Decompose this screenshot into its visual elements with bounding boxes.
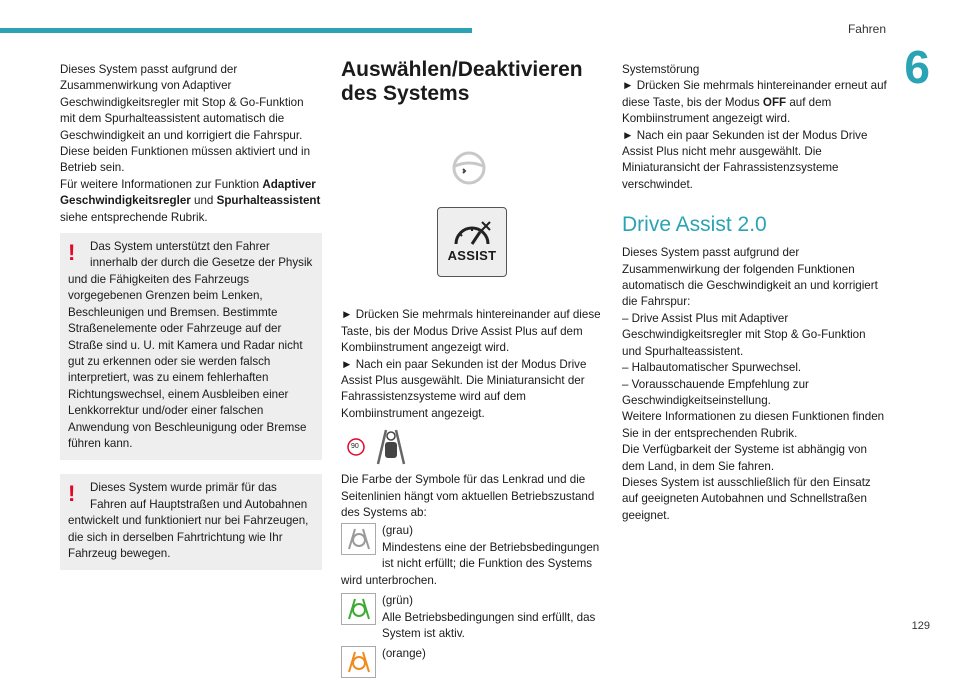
warning-icon: ! bbox=[68, 240, 76, 266]
fault-step-1a: ► Drücken Sie mehrmals hintereinander erneut auf diese Taste, bis der Modus bbox=[622, 79, 887, 109]
speed-limit-value: 90 bbox=[351, 443, 359, 451]
green-wheel-icon bbox=[341, 593, 376, 625]
state-text: Mindestens eine der Betriebsbedingungen ist nicht erfüllt; die Funktion des Systems wird unterbrochen. bbox=[341, 540, 600, 587]
warning-text: und die Fähigkeiten des Fahrzeugs vorgegebenen Grenzen beim Lenken, Beschleunigen und Bremsen. Bestimmte Straßenelemente oder Fahrzeuge auf der Straße sind u. U. mit Kamera und Radar nicht gut zu erkennen oder sie werden falsch interpretiert, was zu einem fehlerhaften Richtungswechsel, einem Ausbleiben einer Lenkkorrektur und/oder einer falschen Anwendung von Beschleunigung oder Bremse führen kann. bbox=[68, 272, 307, 450]
state-color-label: (orange) bbox=[382, 647, 426, 661]
assist-button-icon bbox=[437, 207, 507, 277]
fault-title: Systemstörung bbox=[622, 63, 700, 76]
state-color-label: (grau) bbox=[382, 524, 413, 538]
fault-step-1 bbox=[622, 78, 888, 127]
more-bold-lka: Spurhalteassistent bbox=[216, 194, 321, 208]
da-item: – Vorausschauende Empfehlung zur Geschwindigkeitseinstellung. bbox=[622, 377, 809, 407]
da-item: – Halbautomatischer Spurwechsel. bbox=[622, 361, 802, 375]
step-wait: ► Nach ein paar Sekunden ist der Modus Drive Assist Plus ausgewählt. Die Miniaturansicht der Fahrassistenzsysteme wird auf dem Kombiinstrument angezeigt. bbox=[341, 357, 587, 420]
fault-step-off: OFF bbox=[762, 95, 787, 109]
da-more: Weitere Informationen zu diesen Funktionen finden Sie in der entsprechenden Rubrik. bbox=[622, 410, 885, 440]
da-item: – Drive Assist Plus mit Adaptiver Geschwindigkeitsregler mit Stop & Go-Funktion und Spurhalteassistent. bbox=[622, 311, 866, 358]
section-title-select: Auswählen/Deaktivieren des Systems bbox=[341, 58, 583, 105]
page-number: 129 bbox=[911, 620, 930, 632]
gauge-icon bbox=[450, 220, 494, 246]
orange-wheel-icon bbox=[341, 646, 376, 678]
state-orange bbox=[341, 646, 603, 662]
warning-icon: ! bbox=[68, 481, 76, 507]
grey-wheel-icon bbox=[341, 523, 376, 555]
more-and: und bbox=[190, 194, 217, 208]
step-press-button: ► Drücken Sie mehrmals hintereinander auf diese Taste, bis der Modus Drive Assist Plus auf dem Kombiinstrument angezeigt wird. bbox=[341, 308, 601, 355]
driving-assist-miniature bbox=[347, 428, 603, 466]
assist-label: ASSIST bbox=[447, 248, 497, 264]
da-availability: Die Verfügbarkeit der Systeme ist abhängig von dem Land, in dem Sie fahren. bbox=[622, 443, 867, 473]
state-color-label: (grün) bbox=[382, 594, 413, 608]
da-usage: Dieses System ist ausschließlich für den Einsatz auf geeigneten Autobahnen und Schnellstraßen geeignet. bbox=[622, 475, 871, 522]
fault-step-1b: auf dem Kombiinstrument angezeigt wird. bbox=[622, 95, 832, 126]
steering-wheel-icon bbox=[451, 150, 487, 186]
warning-text: entwickelt und funktioniert nur bei Fahrzeugen, die sich in derselben Fahrtrichtung wie Ihr Fahrzeug bewegen. bbox=[68, 514, 309, 560]
warning-lead: Dieses System wurde primär für das Fahren auf Hauptstraßen und Autobahnen bbox=[90, 481, 308, 511]
more-suffix: siehe entsprechende Rubrik. bbox=[60, 210, 208, 224]
state-grey bbox=[341, 523, 603, 589]
warning-box-physics bbox=[60, 233, 322, 460]
vehicle-lanes-icon bbox=[370, 428, 412, 466]
warning-box-roads bbox=[60, 474, 322, 570]
more-info-paragraph bbox=[60, 177, 322, 226]
colors-intro: Die Farbe der Symbole für das Lenkrad und die Seitenlinien hängt vom aktuellen Betriebszustand des Systems ab: bbox=[341, 473, 595, 520]
intro-paragraph: Dieses System passt aufgrund der Zusammenwirkung von Adaptiver Geschwindigkeitsregler mit Stop & Go-Funktion mit dem Spurhalteassistent automatisch die Geschwindigkeit an und korrigiert die Fahrspur. Diese beiden Funktionen müssen aktiviert und in Betrieb sein. bbox=[60, 63, 311, 175]
section-title-drive-assist: Drive Assist 2.0 bbox=[622, 213, 767, 237]
header-accent-bar bbox=[0, 28, 472, 33]
column-left bbox=[60, 62, 322, 570]
warning-lead: Das System unterstützt den Fahrer innerhalb der durch die Gesetze der Physik bbox=[90, 240, 313, 270]
column-right bbox=[622, 62, 888, 524]
more-prefix: Für weitere Informationen zur Funktion bbox=[60, 177, 263, 191]
da-intro: Dieses System passt aufgrund der Zusammenwirkung der folgenden Funktionen automatisch die Geschwindigkeit an und korrigiert die Fahrspur: bbox=[622, 246, 878, 309]
page-header-title: Fahren bbox=[847, 22, 886, 36]
more-bold-acc: Adaptiver Geschwindigkeitsregler bbox=[60, 177, 316, 208]
chapter-number: 6 bbox=[904, 41, 930, 93]
column-middle bbox=[341, 58, 603, 680]
state-text: Alle Betriebsbedingungen sind erfüllt, das System ist aktiv. bbox=[382, 610, 596, 640]
state-green bbox=[341, 593, 603, 642]
fault-step-2: ► Nach ein paar Sekunden ist der Modus Drive Assist Plus nicht mehr ausgewählt. Die Miniaturansicht der Fahrassistenzsysteme verschwindet. bbox=[622, 128, 868, 191]
